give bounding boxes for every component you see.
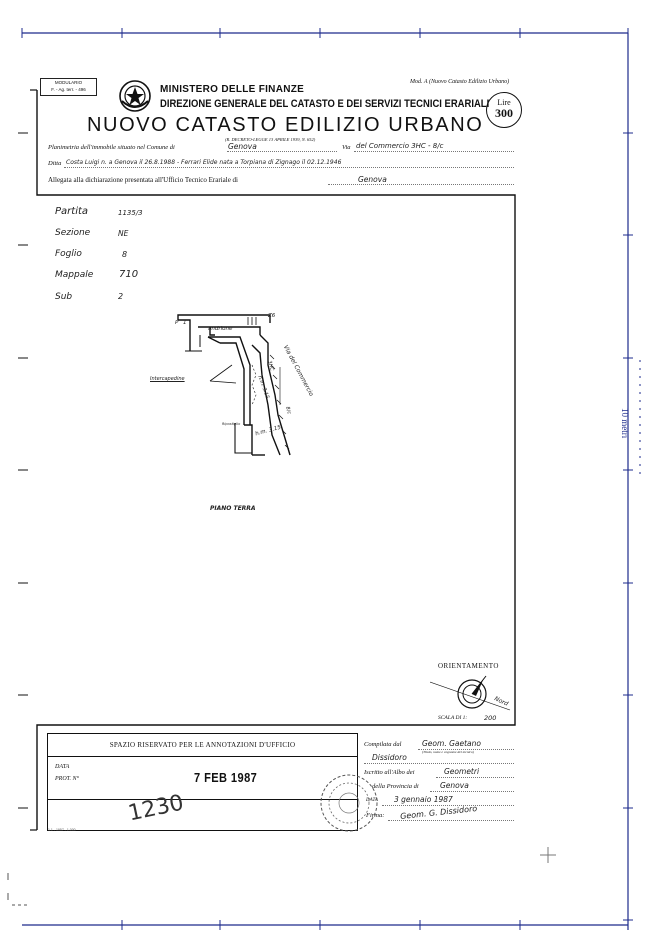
office-data-label: DATA	[55, 764, 70, 770]
plan-label-1: 1	[183, 320, 187, 326]
iscritto-underline	[436, 777, 514, 778]
stamp-duty-badge	[486, 92, 522, 128]
compiler-sub-note: (Titolo, nome e cognome del tecnico)	[422, 750, 474, 754]
plan-label-andrione: andrione	[208, 326, 233, 332]
plan-label-small: Ripostiglio	[222, 422, 241, 426]
sezione-value: NE	[118, 229, 129, 238]
sub-label: Sub	[55, 292, 73, 302]
ufficio-underline	[328, 184, 514, 185]
professional-seal-icon	[318, 772, 380, 834]
mappale-value: 710	[119, 269, 139, 280]
north-compass-icon	[430, 670, 515, 715]
ministry-name: MINISTERO DELLE FINANZE	[160, 84, 305, 95]
document-title: NUOVO CATASTO EDILIZIO URBANO	[87, 114, 484, 136]
office-prot-label: PROT. N°	[55, 776, 79, 782]
planimetry-label: Planimetria dell'immobile situato nel Comune di	[48, 144, 175, 151]
compiler-name-underline	[364, 763, 514, 764]
office-annotation-box	[47, 733, 358, 831]
direction-name: DIREZIONE GENERALE DEL CATASTO E DEI SERVIZI TECNICI ERARIALI	[160, 98, 490, 110]
compiler-data-label: DATA	[366, 798, 378, 803]
stamp-lire-label: Lire	[497, 98, 511, 107]
partita-value: 1135/3	[118, 209, 143, 217]
modulario-box	[40, 78, 97, 96]
via-value: del Commercio 3HC - 8/c	[356, 142, 444, 150]
compiler-name-line2: Dissidoro	[372, 753, 407, 762]
plan-label-floor: PIANO TERRA	[210, 505, 256, 512]
office-handwritten-number: 1230	[126, 790, 186, 827]
republic-emblem-icon	[118, 79, 152, 113]
sezione-label: Sezione	[55, 228, 91, 238]
ufficio-value: Genova	[358, 175, 387, 184]
office-footer-tiny: 1.1 - 1957 - 1.000	[48, 828, 76, 832]
plan-label-via: Via del Commercio	[281, 344, 315, 398]
compiler-data-underline	[382, 805, 514, 806]
via-label: Via	[342, 144, 351, 151]
side-ruler	[634, 360, 646, 480]
plan-label-p: P	[175, 320, 179, 326]
decree-reference: (R. DECRETO-LEGGE 13 APRILE 1939, N. 652)	[225, 137, 316, 142]
via-underline	[354, 151, 514, 152]
compiler-name-line1: Geom. Gaetano	[422, 739, 481, 748]
partita-label: Partita	[55, 206, 89, 217]
compiler-data-value: 3 gennaio 1987	[394, 795, 453, 804]
modulario-line2: F. - Ag. terr. - 496	[51, 87, 86, 92]
ditta-value: Costa Luigi n. a Genova il 26.8.1988 - Ferrari Elide nata a Torpiana di Zignago il 02.12.1946	[66, 159, 342, 166]
provincia-value: Genova	[440, 781, 469, 790]
ditta-label: Ditta	[48, 160, 62, 167]
floor-plan-drawing	[140, 305, 330, 475]
plan-label-z: Z6	[268, 313, 276, 319]
scale-value: 200	[484, 714, 497, 722]
provincia-label: della Provincia di	[372, 783, 419, 790]
plan-label-3hc: 3HC	[266, 360, 275, 372]
mappale-label: Mappale	[55, 270, 94, 280]
orientation-nord: Nord	[493, 695, 510, 708]
sub-value: 2	[118, 292, 124, 301]
ditta-underline	[64, 167, 514, 168]
mod-reference: Mod. A (Nuovo Catasto Edilizio Urbano)	[410, 79, 510, 85]
allegata-label: Allegata alla dichiarazione presentata all'Ufficio Tecnico Erariale di	[48, 176, 239, 184]
albo-value: Geometri	[444, 767, 480, 776]
side-ruler-label: 10 metri	[620, 408, 630, 439]
firma-signature: Geom. G. Dissidoro	[399, 803, 478, 822]
office-stamp-date: 7 FEB 1987	[194, 770, 258, 785]
plan-label-height-1: h.m. 3.15	[256, 375, 271, 400]
firma-label: Firma:	[366, 812, 385, 819]
scale-label: SCALA DI 1:	[438, 715, 468, 721]
plan-label-height-2: h.m. 3.15	[254, 424, 282, 438]
comune-value: Genova	[228, 142, 257, 151]
stamp-lire-value: 300	[495, 106, 513, 120]
provincia-underline	[430, 791, 514, 792]
foglio-label: Foglio	[55, 249, 82, 259]
office-box-title: SPAZIO RISERVATO PER LE ANNOTAZIONI D'UFFICIO	[109, 741, 296, 749]
iscritto-label: Iscritto all'Albo dei	[364, 769, 415, 776]
modulario-line1: MODULARIO	[54, 80, 83, 85]
orientation-title: ORIENTAMENTO	[438, 662, 499, 670]
plan-label-intercapedine: Intercapedine	[150, 376, 185, 382]
comune-underline	[227, 151, 337, 152]
foglio-value: 8	[122, 250, 128, 259]
plan-label-8c: 8/c	[284, 406, 292, 415]
compilata-label: Compilata dal	[364, 741, 402, 748]
